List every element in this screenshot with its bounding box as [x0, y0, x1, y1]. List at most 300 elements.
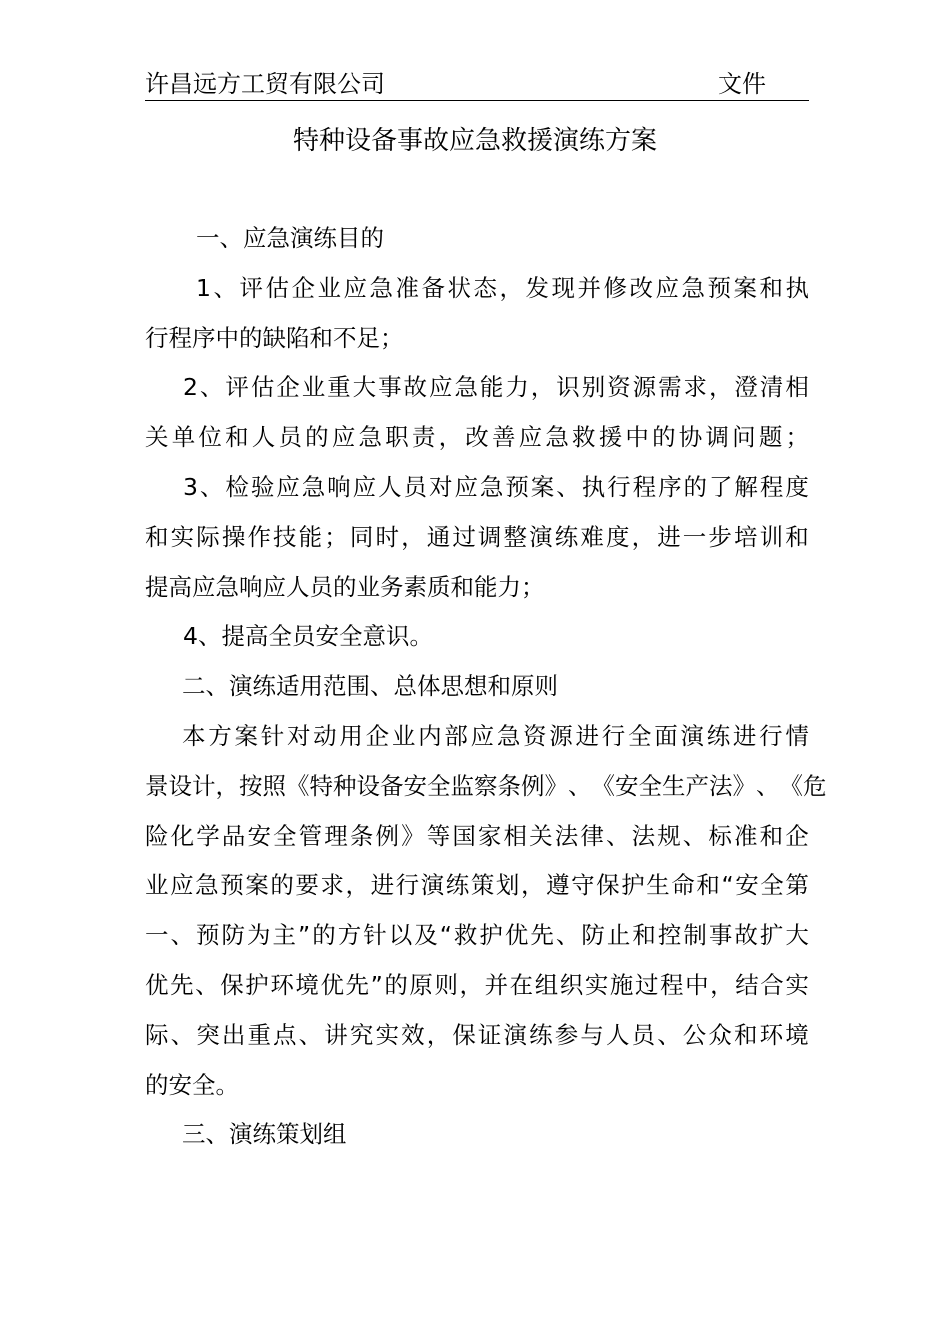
text-char: 条 [497, 771, 521, 800]
text-char: 过 [634, 970, 659, 999]
paragraph-line [145, 463, 809, 513]
text-char: 扩 [759, 921, 784, 950]
text-char: 急 [358, 423, 382, 452]
text-char: 同 [349, 522, 374, 551]
text-char: 针 [260, 721, 285, 750]
text-char: 安 [735, 871, 759, 900]
text-char: 设 [168, 771, 192, 800]
text-char: 救 [453, 921, 478, 950]
text-char: 主 [272, 921, 296, 950]
text-char: 修 [603, 273, 627, 302]
text-char: 急 [369, 273, 393, 302]
text-char: 检 [225, 472, 249, 501]
text-char: 面 [654, 721, 678, 750]
text-char: 预 [707, 273, 731, 302]
paragraph-line [145, 513, 809, 563]
text-char: 产 [685, 771, 709, 800]
text-char: 点 [273, 1020, 297, 1049]
header-company-name: 许昌远方工贸有限公司 [145, 70, 385, 98]
text-char: 国 [452, 821, 476, 850]
text-char: 估 [265, 273, 289, 302]
text-char: 按 [239, 771, 263, 800]
text-char: 和 [759, 821, 784, 850]
text-char: 一 [682, 522, 707, 551]
text-char: 执 [785, 273, 809, 302]
text-char: 能 [479, 373, 504, 402]
text-char: 练 [554, 522, 579, 551]
text-char: 、 [170, 921, 194, 950]
text-char: 先 [530, 921, 554, 950]
text-char: 源 [632, 373, 657, 402]
text-char: 种 [333, 771, 357, 800]
text-char: 照 [262, 771, 286, 800]
text-char: 备 [421, 273, 445, 302]
text-char: ” [298, 921, 311, 950]
text-char: 保 [596, 871, 620, 900]
text-char: 法 [631, 821, 656, 850]
text-char: 重 [327, 373, 351, 402]
text-char: 保 [452, 1020, 476, 1049]
text-char: 员 [278, 423, 302, 452]
text-char: ， [708, 373, 733, 402]
paragraph-line [145, 264, 809, 314]
text-char: 境 [785, 1020, 809, 1049]
text-char: 险 [145, 821, 169, 850]
text-char: 止 [606, 921, 631, 950]
text-char: 进 [732, 721, 757, 750]
text-char: 》 [544, 771, 568, 800]
paragraph-line [145, 812, 809, 862]
text-char: 、 [170, 1020, 195, 1049]
text-char: 情 [785, 721, 809, 750]
text-char: 力 [505, 373, 529, 402]
text-char: 进 [575, 721, 600, 750]
text-char: 过 [452, 522, 476, 551]
text-char: ， [499, 273, 523, 302]
text-char: 进 [370, 871, 395, 900]
text-char: 程 [632, 472, 657, 501]
text-char: 原 [409, 970, 433, 999]
text-char: 援 [598, 423, 623, 452]
paragraph-line [145, 961, 809, 1011]
text-char: 通 [426, 522, 451, 551]
text-char: 化 [170, 821, 195, 850]
text-char: 进 [657, 522, 681, 551]
text-char: 应 [331, 423, 356, 452]
text-char: 》 [732, 771, 756, 800]
text-char: 行 [601, 721, 626, 750]
document-title: 特种设备事故应急救援演练方案 [292, 126, 657, 156]
text-char: 执 [581, 472, 606, 501]
text-char: 职 [385, 423, 409, 452]
text-char: 故 [403, 373, 428, 402]
text-char: 急 [301, 472, 326, 501]
text-char: 应 [454, 472, 478, 501]
paragraph-line: 的安全。 [145, 1070, 239, 1099]
text-char: 安 [403, 771, 427, 800]
text-char: 并 [484, 970, 509, 999]
text-char: 和 [759, 273, 783, 302]
text-char: 度 [605, 522, 630, 551]
text-char: 全 [273, 821, 297, 850]
text-char: 则 [434, 970, 458, 999]
text-char: 人 [251, 423, 276, 452]
text-char: 》 [401, 821, 425, 850]
text-char: 急 [681, 273, 705, 302]
text-char: 应 [170, 871, 194, 900]
text-char: “ [721, 871, 734, 900]
text-char: 护 [479, 921, 503, 950]
text-char: 业 [317, 273, 341, 302]
paragraph-line [145, 363, 809, 413]
text-char: 问 [732, 423, 756, 452]
text-char: ， [530, 373, 555, 402]
text-char: ， [631, 522, 656, 551]
text-char: 协 [678, 423, 703, 452]
text-char: 现 [551, 273, 575, 302]
text-char: 准 [395, 273, 419, 302]
text-char: 大 [785, 921, 809, 950]
text-char: 识 [556, 373, 580, 402]
text-char: 和 [696, 871, 720, 900]
text-char: 急 [454, 373, 478, 402]
text-char: 中 [685, 970, 709, 999]
text-char: ， [401, 522, 425, 551]
text-char: 技 [273, 522, 297, 551]
text-char: 实 [375, 1020, 399, 1049]
text-char: 2 [183, 373, 198, 402]
text-char: 整 [503, 522, 528, 551]
text-char: 步 [708, 522, 732, 551]
text-char: 计 [192, 771, 216, 800]
text-char: 应 [470, 721, 495, 750]
text-char: 事 [708, 921, 733, 950]
paragraph-line: 提高应急响应人员的业务素质和能力； [145, 572, 545, 601]
text-char: 境 [295, 970, 319, 999]
text-char: 1 [196, 273, 211, 302]
text-char: 员 [631, 1020, 656, 1049]
text-char: 急 [195, 871, 219, 900]
text-char: 别 [581, 373, 606, 402]
header-document-type: 文件 [718, 70, 766, 98]
text-char: 位 [198, 423, 222, 452]
text-char: 法 [554, 821, 579, 850]
text-char: 防 [581, 921, 605, 950]
text-char: 态 [473, 273, 497, 302]
text-char: 中 [625, 423, 649, 452]
text-char: 景 [145, 771, 169, 800]
text-char: 及 [414, 921, 438, 950]
text-char: 状 [447, 273, 471, 302]
text-char: 、 [682, 821, 707, 850]
text-char: 业 [391, 721, 416, 750]
text-char: 的 [384, 970, 408, 999]
text-char: 公 [682, 1020, 707, 1049]
text-char: 品 [221, 821, 246, 850]
text-char: 的 [312, 921, 336, 950]
text-char: 安 [615, 771, 639, 800]
text-char: 针 [363, 921, 387, 950]
text-char: 程 [660, 970, 684, 999]
paragraph-line [145, 712, 809, 762]
text-char: 训 [759, 522, 784, 551]
text-char: 组 [534, 970, 559, 999]
text-char: 保 [220, 970, 244, 999]
text-char: 和 [785, 522, 809, 551]
text-char: 解 [734, 472, 758, 501]
text-char: 企 [365, 721, 390, 750]
text-char: 并 [577, 273, 601, 302]
paragraph-line [145, 413, 809, 463]
text-char: 生 [646, 871, 670, 900]
text-char: 律 [580, 821, 604, 850]
text-char: 例 [521, 771, 545, 800]
text-char: 救 [572, 423, 596, 452]
text-char: 的 [305, 423, 329, 452]
text-char: 案 [234, 721, 258, 750]
text-char: 案 [530, 472, 555, 501]
text-char: 操 [221, 522, 246, 551]
text-char: ， [459, 970, 483, 999]
section-heading-1: 一、应急演练目的 [196, 224, 384, 252]
text-char: 人 [605, 1020, 630, 1049]
text-char: 题 [758, 423, 783, 452]
text-char: 应 [518, 423, 543, 452]
text-char: 、 [199, 373, 224, 402]
text-char: 企 [291, 273, 315, 302]
text-char: ， [215, 771, 239, 800]
text-char: ； [785, 423, 809, 452]
text-char: 守 [571, 871, 595, 900]
text-char: 需 [658, 373, 682, 402]
text-char: 求 [320, 871, 344, 900]
text-char: 证 [477, 1020, 502, 1049]
text-char: 护 [245, 970, 269, 999]
text-char: 方 [208, 721, 232, 750]
text-char: 实 [785, 970, 809, 999]
text-char: 究 [349, 1020, 374, 1049]
text-char: 故 [734, 921, 758, 950]
text-char: 演 [420, 871, 445, 900]
text-char: 标 [708, 821, 732, 850]
text-char: 估 [250, 373, 275, 402]
text-char: 对 [428, 472, 453, 501]
text-char: 本 [182, 721, 206, 750]
text-char: 、 [657, 1020, 681, 1049]
text-char: 效 [401, 1020, 425, 1049]
text-char: 了 [708, 472, 733, 501]
text-char: 关 [145, 423, 169, 452]
text-char: 业 [145, 871, 169, 900]
text-char: 发 [525, 273, 549, 302]
text-char: 企 [785, 821, 809, 850]
text-char: 设 [356, 771, 380, 800]
text-char: 优 [145, 970, 169, 999]
text-char: 培 [734, 522, 758, 551]
text-char: 练 [529, 1020, 553, 1049]
text-char: 改 [629, 273, 653, 302]
text-char: 、 [298, 1020, 323, 1049]
text-char: 优 [320, 970, 344, 999]
text-char: 预 [505, 472, 529, 501]
text-char: ； [324, 522, 348, 551]
text-char: 法 [709, 771, 733, 800]
text-char: 部 [444, 721, 468, 750]
text-char: 、 [556, 472, 580, 501]
text-char: 人 [378, 472, 402, 501]
text-char: 的 [652, 423, 676, 452]
text-char: 演 [680, 721, 704, 750]
text-char: 方 [337, 921, 362, 950]
text-char: 单 [171, 423, 196, 452]
text-char: 、 [605, 821, 630, 850]
text-char: 时 [375, 522, 399, 551]
text-char: 业 [301, 373, 326, 402]
text-char: 源 [549, 721, 573, 750]
text-char: 环 [759, 1020, 784, 1049]
text-char: 突 [196, 1020, 220, 1049]
text-char: 管 [298, 821, 323, 850]
text-char: 和 [734, 1020, 758, 1049]
text-char: 际 [196, 522, 220, 551]
text-char: 《 [286, 771, 310, 800]
text-char: 行 [607, 472, 631, 501]
text-char: 对 [286, 721, 311, 750]
text-char: 全 [627, 721, 652, 750]
paragraph-line [145, 911, 809, 961]
text-char: 演 [503, 1020, 528, 1049]
text-char: 员 [403, 472, 428, 501]
text-char: 全 [427, 771, 451, 800]
text-char: 的 [683, 472, 708, 501]
text-char: 、 [568, 771, 592, 800]
text-char: 结 [735, 970, 759, 999]
text-char: 等 [426, 821, 451, 850]
text-char: 应 [655, 273, 679, 302]
document-body [145, 214, 827, 1160]
text-char: 资 [523, 721, 547, 750]
section-heading-2: 二、演练适用范围、总体思想和原则 [182, 672, 558, 701]
text-char: 案 [733, 273, 757, 302]
text-char: 能 [298, 522, 323, 551]
text-char: 案 [245, 871, 269, 900]
text-char: 要 [295, 871, 319, 900]
text-char: 全 [638, 771, 662, 800]
text-char: 为 [247, 921, 271, 950]
text-char: 《 [779, 771, 803, 800]
text-char: 内 [418, 721, 442, 750]
text-char: ， [520, 871, 545, 900]
text-char: 急 [479, 472, 504, 501]
text-char: 划 [495, 871, 520, 900]
text-char: 实 [170, 522, 195, 551]
text-char: 程 [759, 472, 784, 501]
text-char: 重 [247, 1020, 271, 1049]
text-char: 作 [247, 522, 271, 551]
text-char: 参 [554, 1020, 579, 1049]
text-char: 命 [671, 871, 695, 900]
text-char: 特 [309, 771, 333, 800]
text-char: 众 [708, 1020, 732, 1049]
text-char: 责 [411, 423, 436, 452]
text-char: 例 [375, 821, 399, 850]
text-char: 规 [657, 821, 681, 850]
text-char: 序 [658, 472, 682, 501]
text-char: ， [426, 1020, 451, 1049]
text-char: 在 [509, 970, 534, 999]
text-char: 行 [759, 721, 783, 750]
paragraph-line [145, 861, 809, 911]
text-char: 调 [705, 423, 729, 452]
text-char: 澄 [734, 373, 758, 402]
text-char: 、 [555, 921, 580, 950]
text-char: 的 [270, 871, 294, 900]
text-char: 应 [276, 472, 300, 501]
text-char: 策 [470, 871, 495, 900]
text-char: 实 [584, 970, 609, 999]
text-char: 施 [609, 970, 634, 999]
text-char: ， [345, 871, 369, 900]
text-char: 求 [683, 373, 708, 402]
paragraph-line: 4、提高全员安全意识。 [183, 622, 433, 651]
text-char: 遵 [546, 871, 570, 900]
text-char: 先 [345, 970, 369, 999]
text-char: 关 [529, 821, 553, 850]
text-char: 《 [591, 771, 615, 800]
text-char: 应 [428, 373, 453, 402]
text-char: 出 [221, 1020, 246, 1049]
text-char: 清 [759, 373, 784, 402]
text-char: 察 [474, 771, 498, 800]
text-char: 准 [734, 821, 758, 850]
text-char: 讲 [324, 1020, 348, 1049]
text-char: 、 [195, 970, 219, 999]
text-char: 和 [225, 423, 249, 452]
text-char: 全 [760, 871, 784, 900]
text-char: 学 [196, 821, 220, 850]
text-char: 危 [803, 771, 827, 800]
paragraph-line [145, 1011, 809, 1061]
text-char: 3 [183, 472, 198, 501]
text-char: 大 [352, 373, 377, 402]
text-char: 度 [785, 472, 809, 501]
text-char: 练 [445, 871, 470, 900]
text-char: 企 [276, 373, 300, 402]
text-char: ” [370, 970, 383, 999]
text-char: 资 [607, 373, 631, 402]
text-char: 、 [756, 771, 780, 800]
text-char: 难 [580, 522, 604, 551]
text-char: ， [438, 423, 463, 452]
text-char: 优 [504, 921, 529, 950]
text-char: 备 [380, 771, 404, 800]
paragraph-line: 行程序中的缺陷和不足； [145, 323, 404, 352]
paragraph-line [145, 762, 827, 812]
text-char: 动 [313, 721, 337, 750]
text-char: 评 [225, 373, 249, 402]
text-char: 用 [339, 721, 363, 750]
text-char: 应 [352, 472, 377, 501]
text-char: 环 [270, 970, 294, 999]
text-char: 护 [621, 871, 645, 900]
text-char: 预 [220, 871, 244, 900]
page-header [145, 62, 809, 101]
text-char: 生 [662, 771, 686, 800]
text-char: 急 [545, 423, 569, 452]
text-char: 响 [327, 472, 351, 501]
text-char: ， [710, 970, 734, 999]
text-char: 练 [706, 721, 731, 750]
